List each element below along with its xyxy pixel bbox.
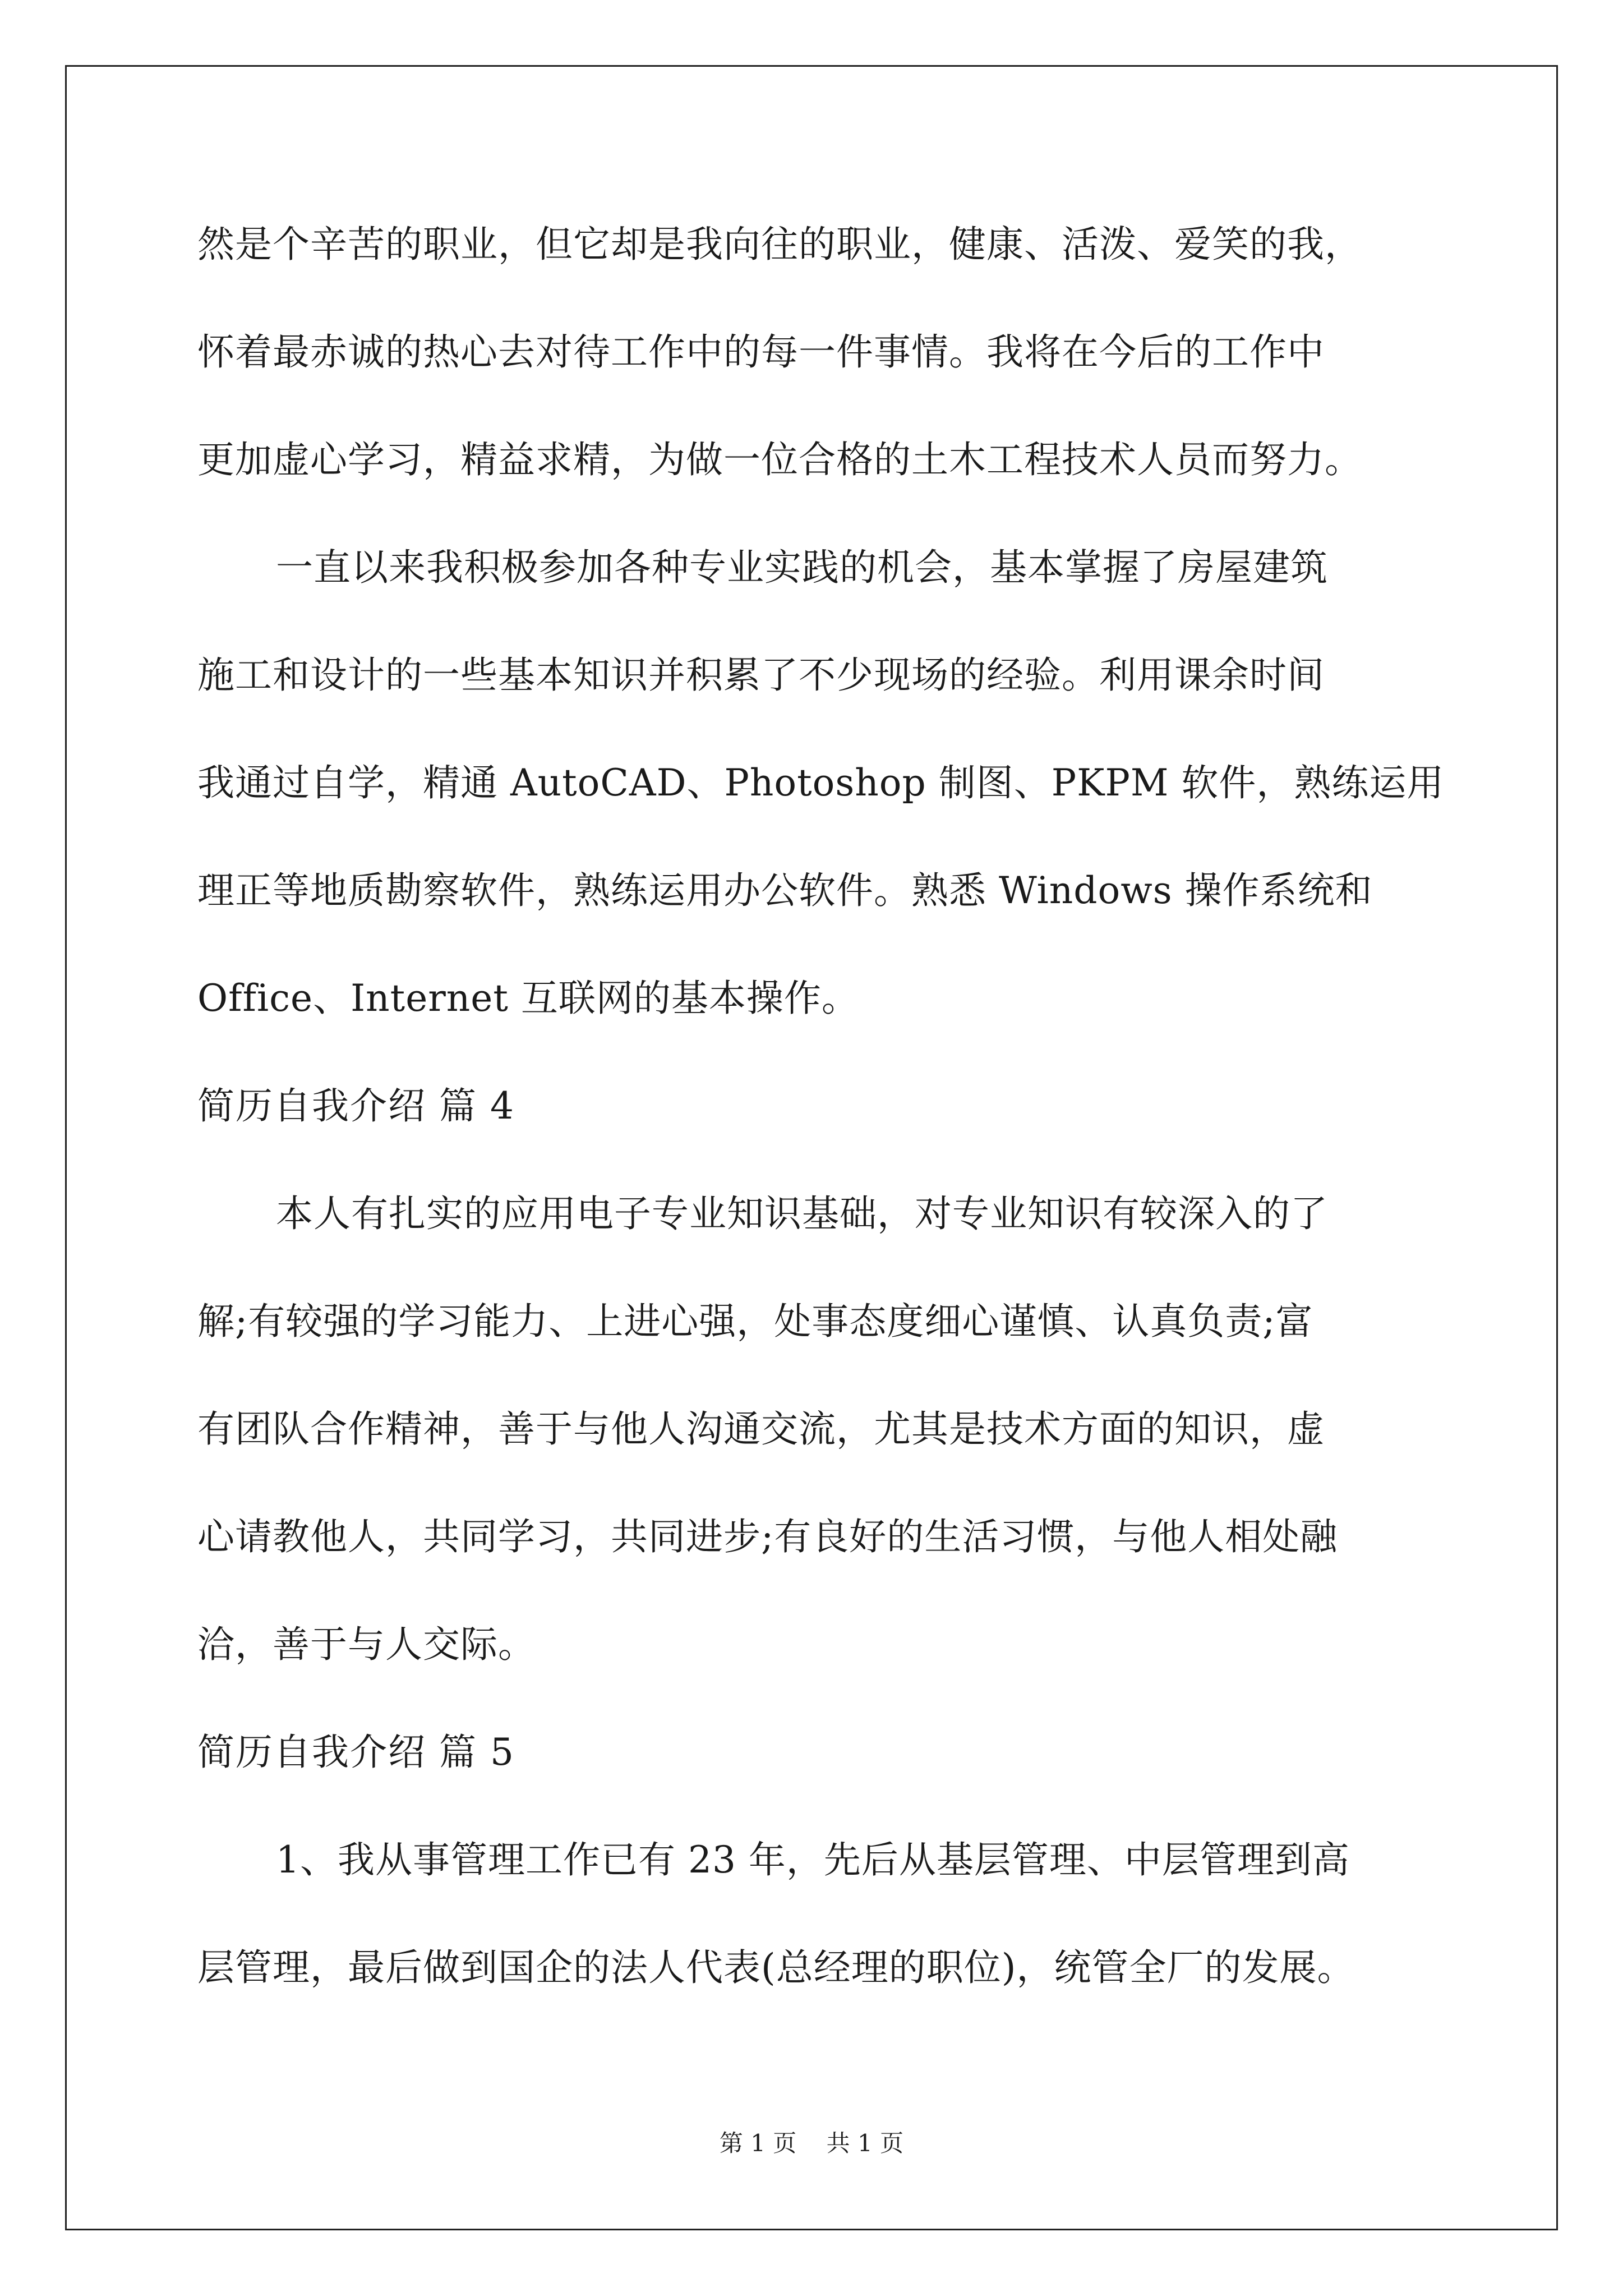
paragraph-line: 然是个辛苦的职业，但它却是我向往的职业，健康、活泼、爱笑的我， [197,223,1362,266]
page-footer [0,2125,1623,2159]
paragraph-line: 一直以来我积极参加各种专业实践的机会，基本掌握了房屋建筑 [276,546,1328,589]
paragraph-line: 洽，善于与人交际。 [197,1623,536,1666]
paragraph-line: 更加虚心学习，精益求精，为做一位合格的土木工程技术人员而努力。 [197,438,1362,481]
paragraph-line: Office、Internet 互联网的基本操作。 [197,977,859,1020]
page-total: 共 1 页 [826,2129,904,2157]
paragraph-line: 本人有扎实的应用电子专业知识基础，对专业知识有较深入的了 [276,1192,1328,1235]
paragraph-line: 施工和设计的一些基本知识并积累了不少现场的经验。利用课余时间 [197,654,1325,697]
paragraph-line: 理正等地质勘察软件，熟练运用办公软件。熟悉 Windows 操作系统和 [197,869,1373,912]
paragraph-line: 有团队合作精神，善于与他人沟通交流，尤其是技术方面的知识，虚 [197,1407,1325,1451]
paragraph-line: 层管理，最后做到国企的法人代表(总经理的职位)，统管全厂的发展。 [197,1946,1355,1989]
paragraph-line: 解;有较强的学习能力、上进心强，处事态度细心谨慎、认真负责;富 [197,1300,1313,1343]
paragraph-line: 1、我从事管理工作已有 23 年，先后从基层管理、中层管理到高 [276,1838,1350,1881]
paragraph-line: 怀着最赤诚的热心去对待工作中的每一件事情。我将在今后的工作中 [197,330,1325,374]
paragraph-line: 心请教他人，共同学习，共同进步;有良好的生活习惯，与他人相处融 [197,1515,1338,1558]
document-body [197,191,1445,2022]
page-number: 第 1 页 [719,2129,797,2157]
section-heading: 简历自我介绍 篇 5 [197,1731,515,1774]
section-heading: 简历自我介绍 篇 4 [197,1084,515,1128]
paragraph-line: 我通过自学，精通 AutoCAD、Photoshop 制图、PKPM 软件，熟练运用 [197,761,1445,804]
